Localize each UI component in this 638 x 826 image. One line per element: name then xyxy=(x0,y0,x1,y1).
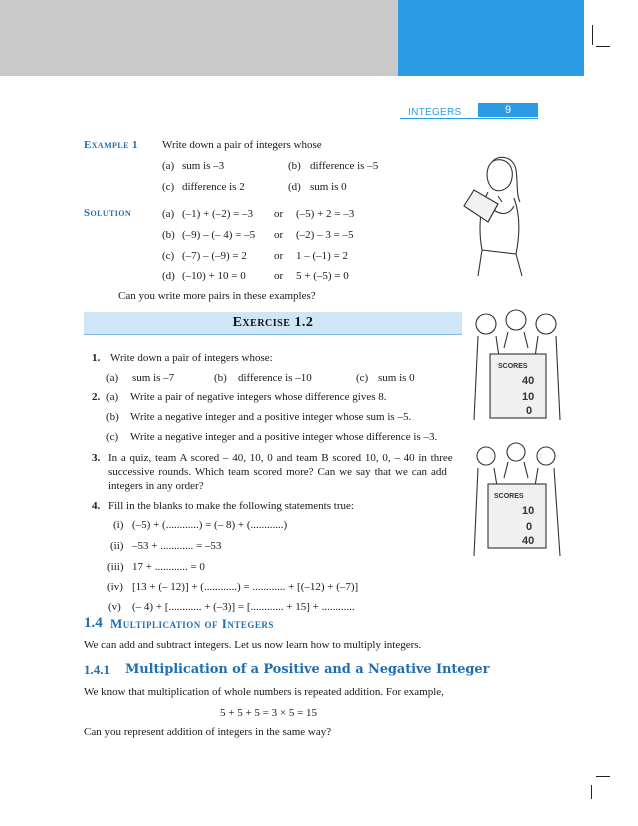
option-text: Write a negative integer and a positive integer whose difference is –3. xyxy=(130,431,438,443)
solution-row-left: (–9) – (– 4) = –5 xyxy=(182,229,256,241)
question-text: Fill in the blanks to make the following statements true: xyxy=(108,500,354,512)
option-text: Write a negative integer and a positive integer whose sum is –5. xyxy=(130,411,412,423)
solution-row-letter: (a) xyxy=(162,208,175,220)
section-number: 1.4 xyxy=(84,615,103,631)
crop-mark-bottom-h xyxy=(596,776,610,777)
section-title: Multiplication of Integers xyxy=(110,616,274,631)
crop-mark-bottom xyxy=(591,785,592,799)
crop-mark-top xyxy=(592,25,593,45)
question-text-line: In a quiz, team A scored – 40, 10, 0 and team B scored 10, 0, – 40 in three xyxy=(108,452,453,464)
solution-label: Solution xyxy=(84,207,132,219)
question-text: Write down a pair of integers whose: xyxy=(110,352,273,364)
blank-item-numeral: (i) xyxy=(113,519,124,531)
example-equation: 5 + 5 + 5 = 3 × 5 = 15 xyxy=(220,707,318,719)
blank-item-numeral: (v) xyxy=(108,601,121,613)
option-letter: (a) xyxy=(106,372,119,384)
board2-value: 10 xyxy=(522,505,535,517)
example-part-letter: (d) xyxy=(288,181,301,193)
students-scoreboard-illustration-2 xyxy=(470,440,564,560)
blank-item-text: 17 + ............ = 0 xyxy=(132,561,205,573)
solution-row-left: (–10) + 10 = 0 xyxy=(182,270,246,282)
solution-row-or: or xyxy=(274,250,284,262)
solution-row-or: or xyxy=(274,270,284,282)
girl-reading-illustration xyxy=(458,150,554,280)
board1-value: 10 xyxy=(522,391,535,403)
blank-item-numeral: (iii) xyxy=(107,561,124,573)
option-text: sum is –7 xyxy=(132,372,175,384)
option-letter: (b) xyxy=(214,372,227,384)
solution-row-or: or xyxy=(274,208,284,220)
board1-label: SCORES xyxy=(498,363,528,370)
option-text: Write a pair of negative integers whose difference gives 8. xyxy=(130,391,387,403)
blank-item-text: (–5) + (............) = (– 8) + (............) xyxy=(132,519,288,531)
question-text-line: integers in any order? xyxy=(108,480,204,492)
solution-row-right: (–2) – 3 = –5 xyxy=(296,229,354,241)
option-letter: (c) xyxy=(106,431,119,443)
example-part-text: difference is –5 xyxy=(310,160,379,172)
solution-row-letter: (c) xyxy=(162,250,175,262)
exercise-underline xyxy=(84,334,462,335)
solution-row-right: 1 – (–1) = 2 xyxy=(296,250,349,262)
solution-row-left: (–7) – (–9) = 2 xyxy=(182,250,247,262)
header-band-gray xyxy=(0,0,398,76)
example-part-text: sum is –3 xyxy=(182,160,225,172)
page-number: 9 xyxy=(478,103,538,117)
blank-item-numeral: (iv) xyxy=(107,581,123,593)
solution-row-letter: (d) xyxy=(162,270,175,282)
board2-label: SCORES xyxy=(494,493,524,500)
solution-row-left: (–1) + (–2) = –3 xyxy=(182,208,254,220)
example-part-letter: (b) xyxy=(288,160,301,172)
subsection-paragraph: We know that multiplication of whole numbers is repeated addition. For example, xyxy=(84,686,444,698)
blank-item-text: –53 + ............ = –53 xyxy=(132,540,222,552)
example-label: Example 1 xyxy=(84,139,138,151)
students-scoreboard-illustration xyxy=(468,308,564,426)
header-band-blue xyxy=(398,0,584,76)
board2-value: 40 xyxy=(522,535,535,547)
subsection-number: 1.4.1 xyxy=(84,662,110,677)
solution-question: Can you write more pairs in these examples? xyxy=(118,290,316,302)
running-header-title: INTEGERS xyxy=(408,107,462,118)
question-text-line: successive rounds. Which team scored more? Can we say that we can add xyxy=(108,466,447,478)
board1-value: 0 xyxy=(526,405,533,417)
board1-value: 40 xyxy=(522,375,535,387)
crop-mark-top-h xyxy=(596,46,610,47)
example-part-text: sum is 0 xyxy=(310,181,347,193)
section-paragraph: We can add and subtract integers. Let us now learn how to multiply integers. xyxy=(84,639,422,651)
blank-item-numeral: (ii) xyxy=(110,540,124,552)
option-letter: (b) xyxy=(106,411,119,423)
blank-item-text: [13 + (– 12)] + (............) = ............ + [(–12) + (–7)] xyxy=(132,581,359,593)
example-part-letter: (c) xyxy=(162,181,175,193)
question-number: 3. xyxy=(92,452,101,464)
option-letter: (a) xyxy=(106,391,119,403)
solution-row-right: (–5) + 2 = –3 xyxy=(296,208,355,220)
option-text: difference is –10 xyxy=(238,372,312,384)
board2-value: 0 xyxy=(526,521,533,533)
option-text: sum is 0 xyxy=(378,372,415,384)
exercise-title: Exercise 1.2 xyxy=(232,315,314,330)
blank-item-text: (– 4) + [............ + (–3)] = [............ + 15] + ............ xyxy=(132,601,355,613)
solution-row-letter: (b) xyxy=(162,229,175,241)
question-number: 2. xyxy=(92,391,101,403)
solution-row-right: 5 + (–5) = 0 xyxy=(296,270,349,282)
subsection-question: Can you represent addition of integers in the same way? xyxy=(84,726,332,738)
example-part-letter: (a) xyxy=(162,160,175,172)
question-number: 1. xyxy=(92,352,101,364)
option-letter: (c) xyxy=(356,372,369,384)
example-prompt: Write down a pair of integers whose xyxy=(162,139,322,151)
subsection-title: Multiplication of a Positive and a Negative Integer xyxy=(125,662,490,677)
header-rule xyxy=(400,118,538,119)
solution-row-or: or xyxy=(274,229,284,241)
example-part-text: difference is 2 xyxy=(182,181,245,193)
question-number: 4. xyxy=(92,500,101,512)
